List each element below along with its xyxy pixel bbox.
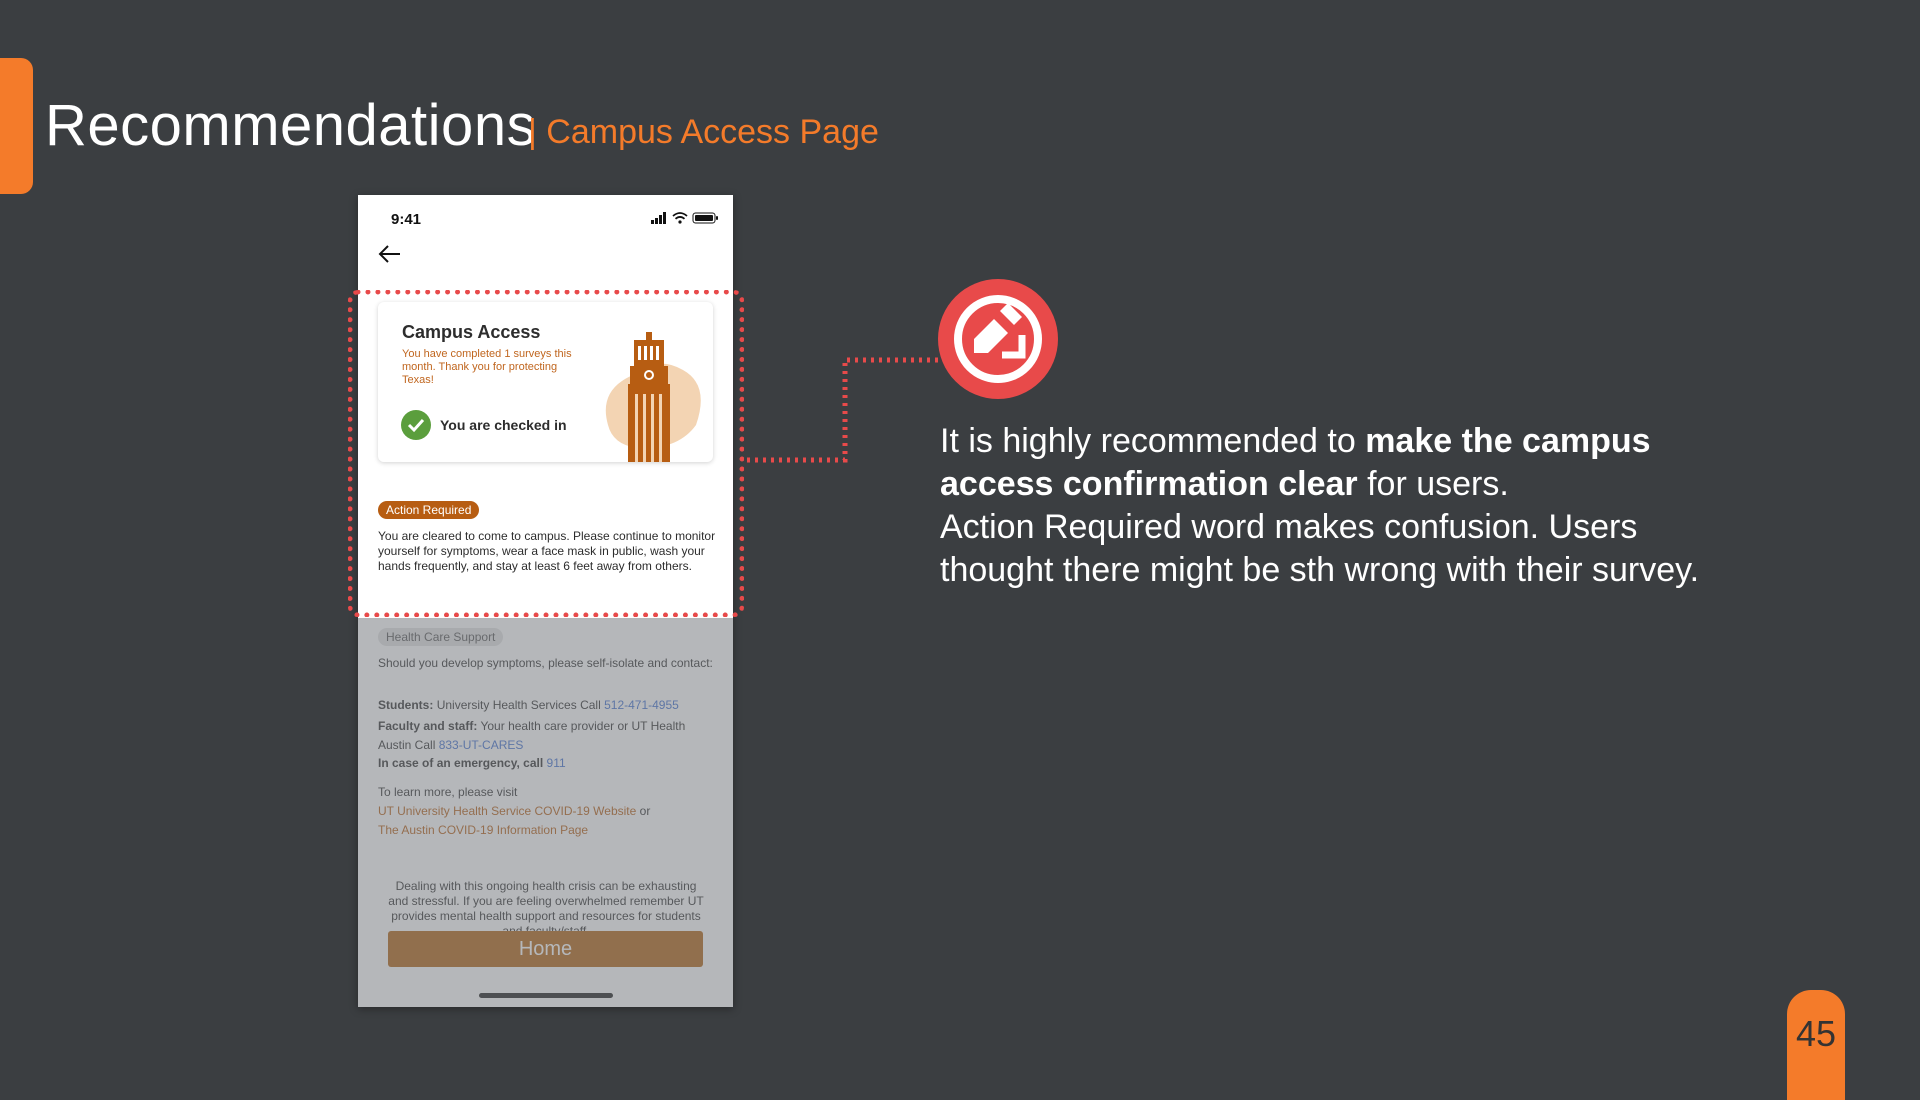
slide-subtitle: | Campus Access Page xyxy=(528,113,879,151)
rec-part1: It is highly recommended to xyxy=(940,422,1366,460)
edit-circle-icon xyxy=(938,279,1058,399)
card-subtitle: You have completed 1 surveys this month. Thank you for protecting Texas! xyxy=(402,348,572,386)
phone-mockup xyxy=(358,195,733,1007)
campus-access-card xyxy=(378,302,713,462)
back-arrow-icon[interactable] xyxy=(378,243,402,265)
slide-title: Recommendations xyxy=(45,93,537,158)
dim-overlay xyxy=(358,618,733,1007)
wifi-icon xyxy=(673,213,687,219)
page-number: 45 xyxy=(1795,1013,1837,1054)
recommendation-text xyxy=(940,420,1740,592)
rec-line2: Action Required word makes confusion. Users thought there might be sth wrong with their survey. xyxy=(940,508,1700,589)
connector-line xyxy=(740,350,940,470)
action-required-text: You are cleared to come to campus. Please continue to monitor yourself for symptoms, wear a face mask in public, wash your hands frequently, and stay at least 6 feet away from others. xyxy=(378,529,716,573)
signal-icon xyxy=(651,212,666,224)
status-time: 9:41 xyxy=(391,211,422,228)
status-icons xyxy=(649,212,719,224)
ut-tower-icon xyxy=(598,330,708,462)
accent-tab xyxy=(0,58,33,194)
checked-in-text: You are checked in xyxy=(440,417,567,433)
battery-icon xyxy=(693,213,718,223)
rec-part2: for users. xyxy=(1357,465,1509,503)
action-required-badge: Action Required xyxy=(378,501,479,519)
check-icon xyxy=(401,410,431,440)
rec-bold: make the campus access confirmation clear xyxy=(940,422,1651,503)
card-title: Campus Access xyxy=(402,322,541,342)
